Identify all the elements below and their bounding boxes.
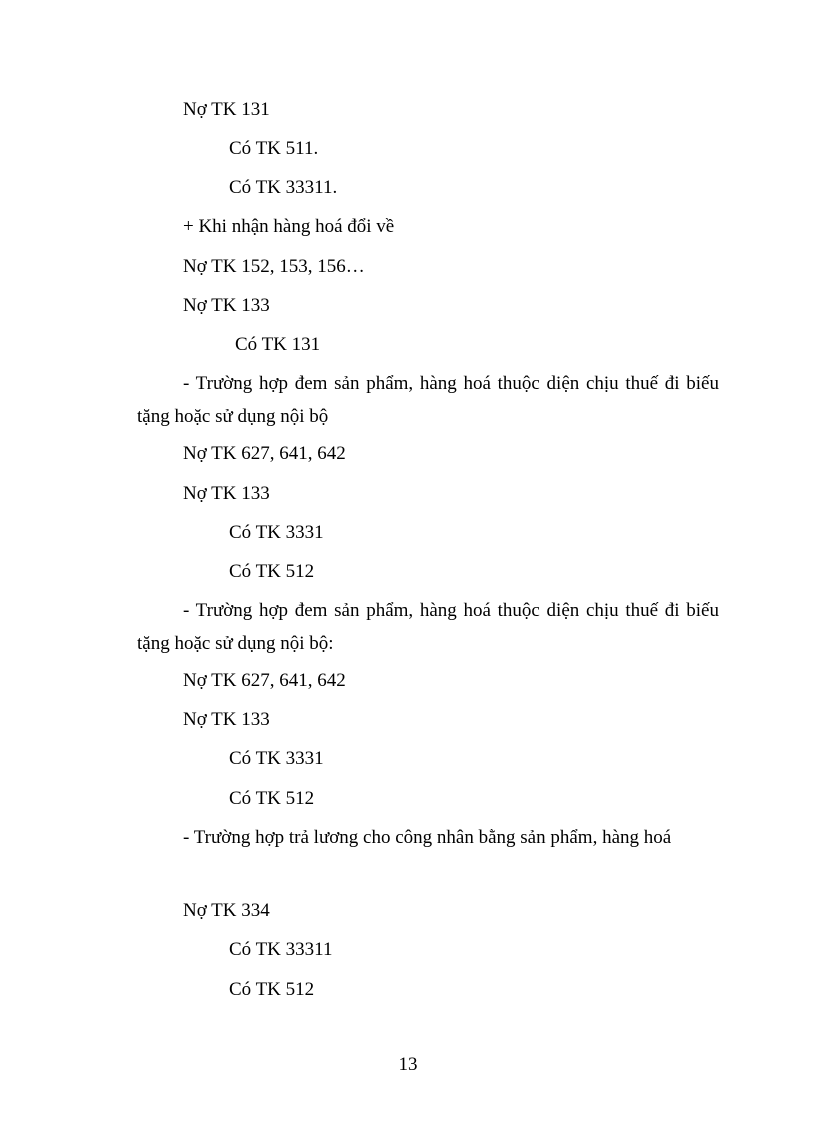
entry-credit-511: Có TK 511. <box>229 138 319 159</box>
entry-debit-131: Nợ TK 131 <box>183 99 270 120</box>
entry-debit-133: Nợ TK 133 <box>183 709 270 730</box>
entry-debit-133: Nợ TK 133 <box>183 483 270 504</box>
entry-debit-627-641-642: Nợ TK 627, 641, 642 <box>183 443 346 464</box>
note-receive-goods: + Khi nhận hàng hoá đổi về <box>183 216 395 237</box>
entry-debit-627-641-642: Nợ TK 627, 641, 642 <box>183 670 346 691</box>
page-number: 13 <box>398 1054 418 1075</box>
entry-credit-512: Có TK 512 <box>229 788 315 809</box>
entry-credit-3331: Có TK 3331 <box>229 748 324 769</box>
entry-credit-33311: Có TK 33311 <box>229 939 333 960</box>
entry-credit-512: Có TK 512 <box>229 561 315 582</box>
entry-debit-334: Nợ TK 334 <box>183 900 270 921</box>
paragraph-salary-in-goods: - Trường hợp trả lương cho công nhân bằng sản phẩm, hàng hoá <box>183 827 672 848</box>
paragraph-internal-use-1: - Trường hợp đem sản phẩm, hàng hoá thuộc diện chịu thuế đi biếu tặng hoặc sử dụng nội bộ <box>137 373 719 427</box>
entry-credit-512: Có TK 512 <box>229 979 315 1000</box>
entry-debit-152-153-156: Nợ TK 152, 153, 156… <box>183 256 365 277</box>
paragraph-internal-use-2: - Trường hợp đem sản phẩm, hàng hoá thuộc diện chịu thuế đi biếu tặng hoặc sử dụng nội bộ: <box>137 600 719 654</box>
entry-credit-131: Có TK 131 <box>235 334 321 355</box>
entry-debit-133: Nợ TK 133 <box>183 295 270 316</box>
entry-credit-3331: Có TK 3331 <box>229 522 324 543</box>
entry-credit-33311: Có TK 33311. <box>229 177 338 198</box>
